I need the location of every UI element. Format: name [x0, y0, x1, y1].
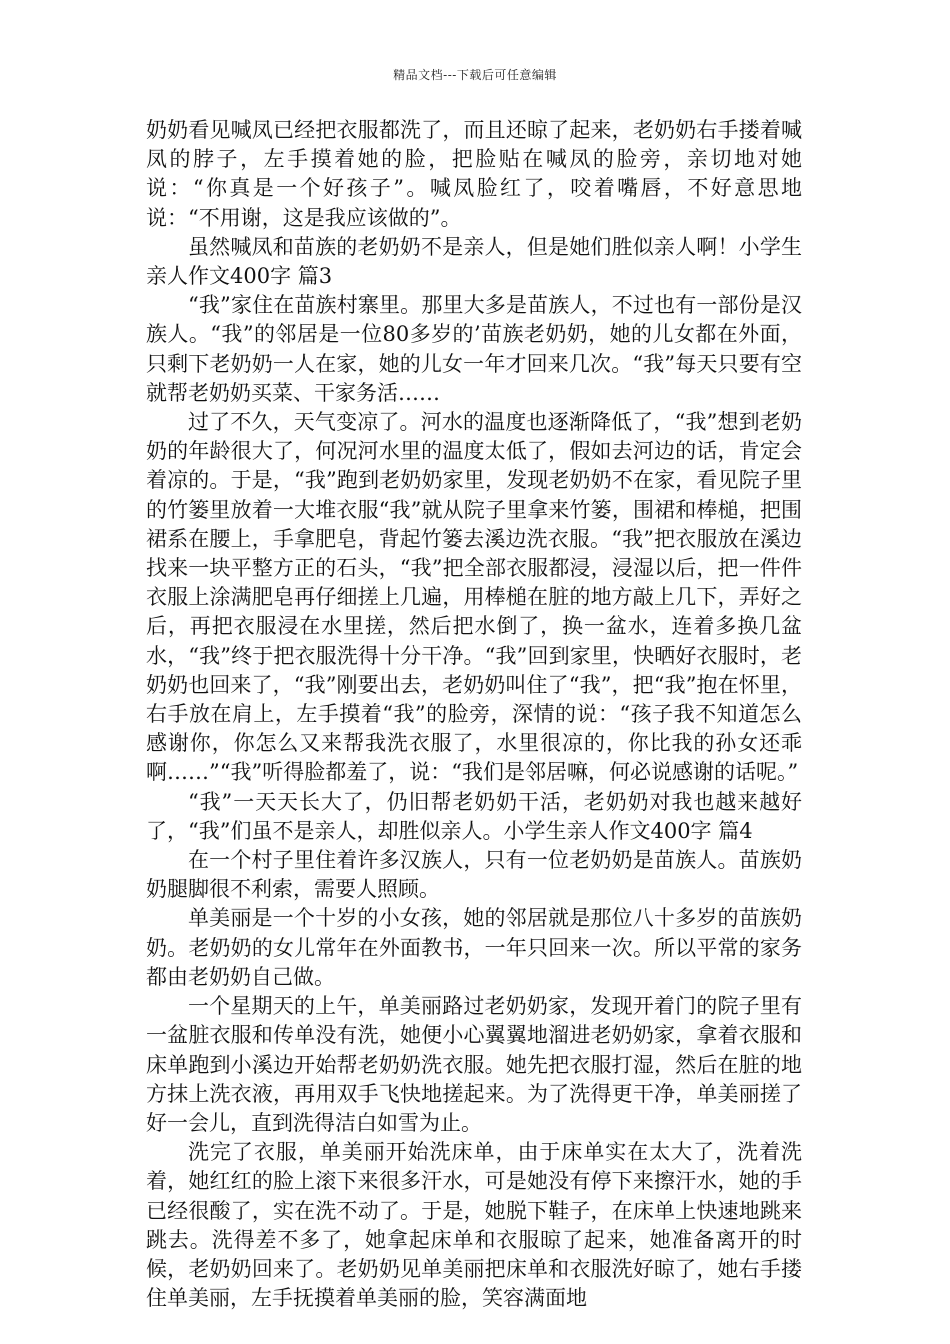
- paragraph: 一个星期天的上午，单美丽路过老奶奶家，发现开着门的院子里有一盆脏衣服和传单没有洗，她便小心翼翼地溜进老奶奶家，拿着衣服和床单跑到小溪边开始帮老奶奶洗衣服。她先把衣服打湿，然后在脏的地方抹上洗衣液，再用双手飞快地搓起来。为了洗得更干净，单美丽搓了好一会儿，直到洗得洁白如雪为止。: [146, 994, 802, 1135]
- paragraph: “我”一天天长大了，仍旧帮老奶奶干活，老奶奶对我也越来越好了，“我”们虽不是亲人，却胜似亲人。小学生亲人作文400字 篇4: [146, 789, 802, 843]
- paragraph: 过了不久，天气变凉了。河水的温度也逐渐降低了，“我”想到老奶奶的年龄很大了，何况河水里的温度太低了，假如去河边的话，肯定会着凉的。于是，“我”跑到老奶奶家里，发现老奶奶不在家，看见院子里的竹篓里放着一大堆衣服“我”就从院子里拿来竹篓，围裙和棒槌，把围裙系在腰上，手拿肥皂，背起竹篓去溪边洗衣服。“我”把衣服放在溪边找来一块平整方正的石头，“我”把全部衣服都浸，浸湿以后，把一件件衣服上涂满肥皂再仔细搓上几遍，用棒槌在脏的地方敲上几下，弄好之后，再把衣服浸在水里搓，然后把水倒了，换一盆水，连着多换几盆水，“我”终于把衣服洗得十分干净。“我”回到家里，快晒好衣服时，老奶奶也回来了，“我”刚要出去，老奶奶叫住了“我”，把“我”抱在怀里，右手放在肩上，左手摸着“我”的脸旁，深情的说：“孩子我不知道怎么感谢你，你怎么又来帮我洗衣服了，水里很凉的，你比我的孙女还乖啊……”“我”听得脸都羞了，说：“我们是邻居嘛，何必说感谢的话呢。”: [146, 410, 802, 785]
- document-body: [146, 116, 802, 1313]
- paragraph: 虽然喊凤和苗族的老奶奶不是亲人，但是她们胜似亲人啊！小学生亲人作文400字 篇3: [146, 234, 802, 289]
- paragraph: 奶奶看见喊凤已经把衣服都洗了，而且还晾了起来，老奶奶右手搂着喊凤的脖子，左手摸着她的脸，把脸贴在喊凤的脸旁，亲切地对她说：“你真是一个好孩子”。喊凤脸红了，咬着嘴唇，不好意思地说：“不用谢，这是我应该做的”。: [146, 118, 802, 230]
- page-header: 精品文档---下载后可任意编辑: [393, 68, 557, 82]
- paragraph: 在一个村子里住着许多汉族人，只有一位老奶奶是苗族人。苗族奶奶腿脚很不利索，需要人照顾。: [146, 848, 802, 902]
- paragraph: “我”家住在苗族村寨里。那里大多是苗族人，不过也有一部份是汉族人。“我”的邻居是一位80多岁的’苗族老奶奶，她的儿女都在外面，只剩下老奶奶一人在家，她的儿女一年才回来几次。“我”每天只要有空就帮老奶奶买菜、干家务活……: [146, 293, 802, 405]
- paragraph: 洗完了衣服，单美丽开始洗床单，由于床单实在太大了，洗着洗着，她红红的脸上滚下来很多汗水，可是她没有停下来擦汗水，她的手已经很酸了，实在洗不动了。于是，她脱下鞋子，在床单上快速地跳来跳去。洗得差不多了，她拿起床单和衣服晾了起来，她准备离开的时候，老奶奶回来了。老奶奶见单美丽把床单和衣服洗好晾了，她右手搂住单美丽，左手抚摸着单美丽的脸，笑容满面地: [146, 1140, 802, 1311]
- paragraph: 单美丽是一个十岁的小女孩，她的邻居就是那位八十多岁的苗族奶奶。老奶奶的女儿常年在外面教书，一年只回来一次。所以平常的家务都由老奶奶自己做。: [146, 906, 802, 989]
